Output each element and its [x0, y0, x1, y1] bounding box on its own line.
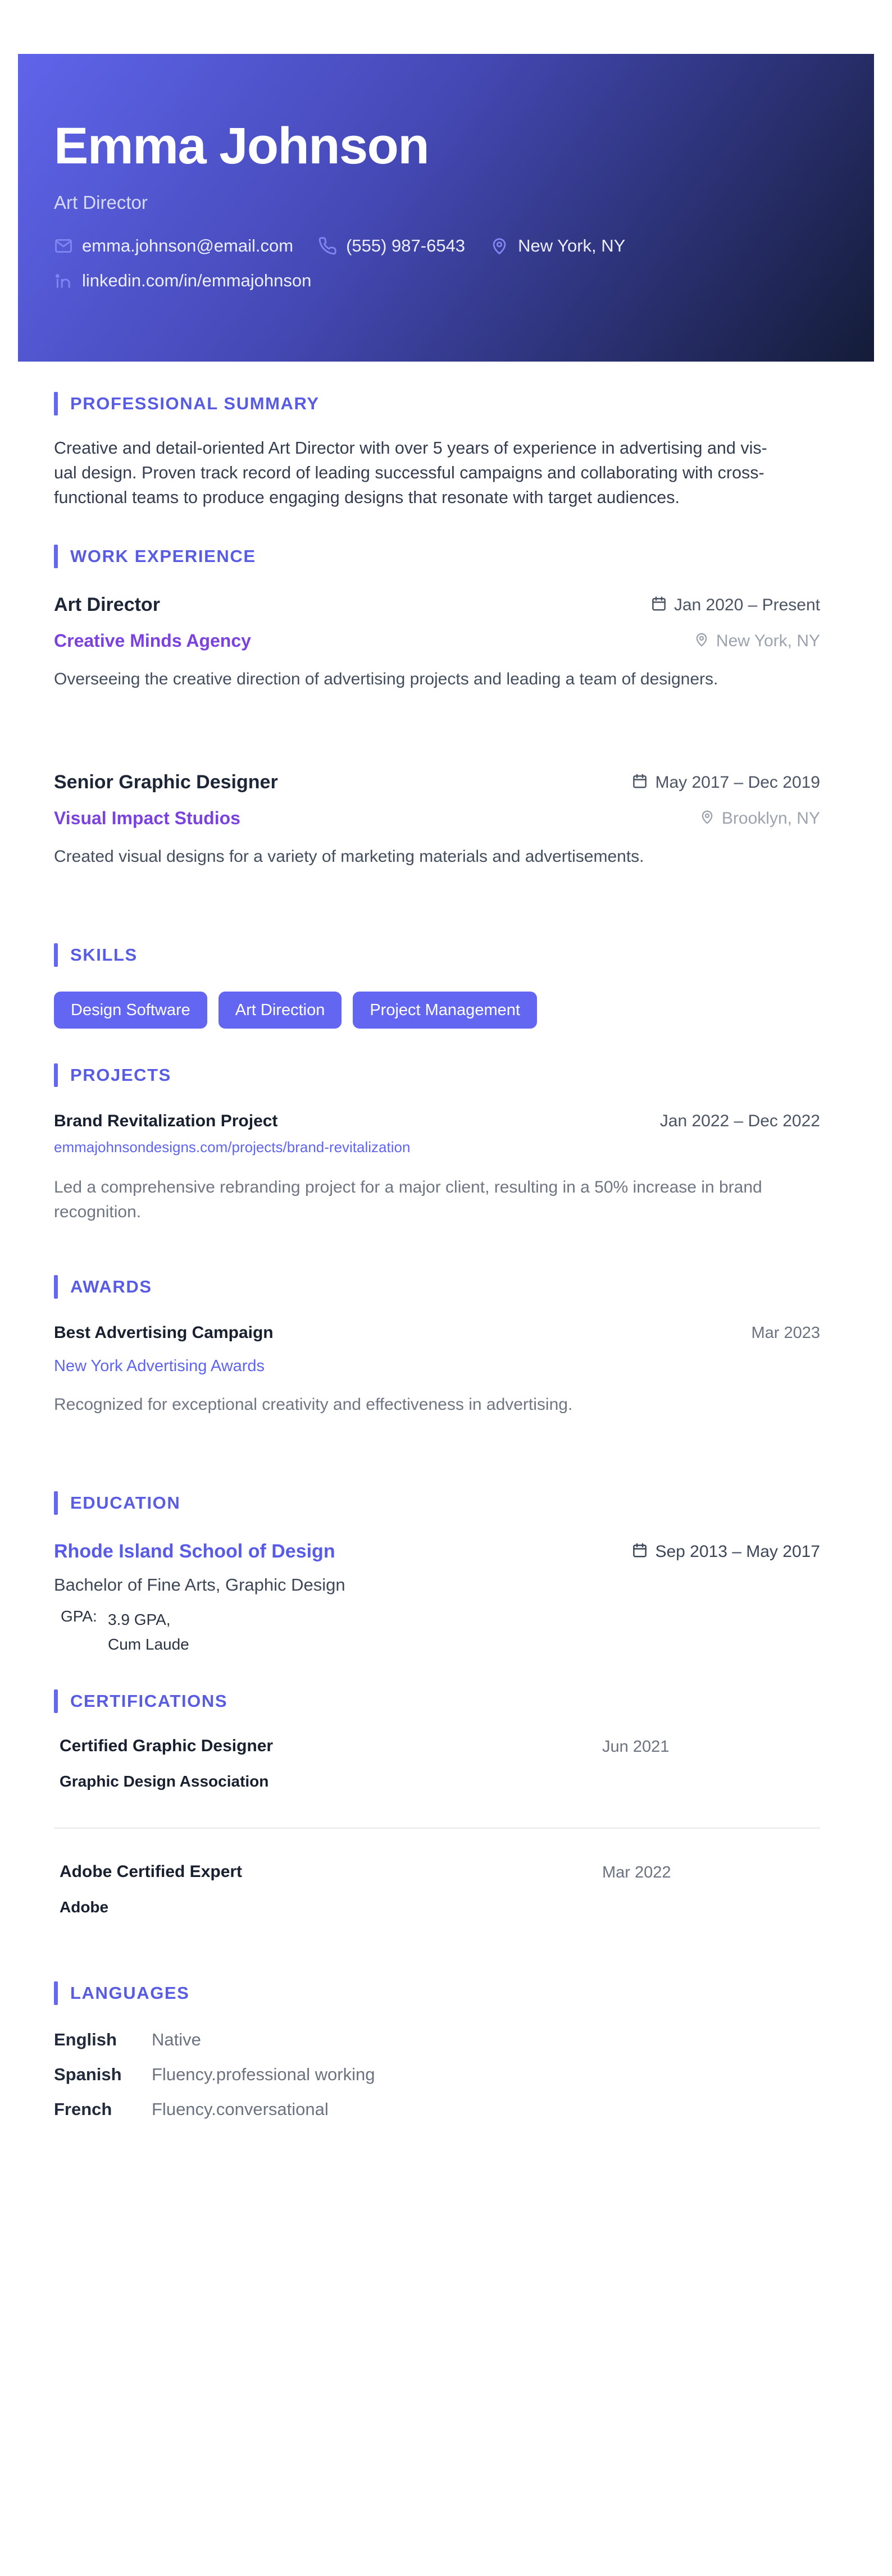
section-header-projects — [54, 1063, 820, 1087]
map-pin-icon — [699, 809, 715, 828]
candidate-title: Art Director — [54, 192, 148, 213]
phone-icon — [318, 236, 337, 255]
award-date: Mar 2023 — [751, 1323, 820, 1342]
section-title-text: PROFESSIONAL SUMMARY — [70, 394, 320, 413]
section-title-text: AWARDS — [70, 1277, 152, 1296]
job-description: Created visual designs for a variety of marketing materials and advertisements. — [54, 847, 644, 866]
location-text: New York, NY — [518, 236, 626, 255]
degree-text: Bachelor of Fine Arts, Graphic Design — [54, 1575, 345, 1595]
section-accent-bar — [54, 1689, 58, 1713]
map-pin-icon — [490, 236, 509, 255]
project-name: Brand Revitalization Project — [54, 1112, 278, 1130]
language-fluency: Native — [152, 2030, 201, 2049]
school-link[interactable]: Rhode Island School of Design — [54, 1541, 335, 1562]
certification-name: Certified Graphic Designer — [60, 1737, 274, 1755]
skill-chip: Project Management — [353, 992, 537, 1029]
languages-list — [54, 2030, 820, 2120]
gpa-label: GPA: — [61, 1607, 97, 1625]
summary-text — [54, 436, 820, 510]
linkedin-text: linkedin.com/in/emmajohnson — [82, 271, 312, 290]
gpa-value: 3.9 GPA, — [108, 1611, 171, 1628]
company-link[interactable]: Visual Impact Studios — [54, 808, 240, 828]
skill-chip: Art Direction — [219, 992, 342, 1029]
language-row — [54, 2030, 820, 2050]
calendar-icon — [631, 1542, 648, 1561]
section-header-languages — [54, 1981, 820, 2005]
language-row — [54, 2065, 820, 2085]
job-dates: Jan 2020 – Present — [673, 595, 820, 614]
job-location: Brooklyn, NY — [721, 809, 820, 828]
resume-page — [0, 54, 892, 2576]
section-accent-bar — [54, 1063, 58, 1087]
calendar-icon — [650, 595, 667, 615]
job-dates: May 2017 – Dec 2019 — [655, 773, 820, 792]
project-description-line: recognition. — [54, 1203, 142, 1221]
section-title-text: PROJECTS — [70, 1065, 171, 1085]
work-entry — [54, 771, 820, 869]
education-entry — [54, 1541, 820, 1657]
language-row — [54, 2099, 820, 2120]
certification-date: Jun 2021 — [602, 1738, 670, 1756]
candidate-name: Emma Johnson — [54, 117, 429, 175]
section-accent-bar — [54, 943, 58, 967]
section-accent-bar — [54, 1275, 58, 1299]
job-title: Senior Graphic Designer — [54, 771, 278, 793]
company-link[interactable]: Creative Minds Agency — [54, 631, 251, 651]
project-dates: Jan 2022 – Dec 2022 — [659, 1112, 820, 1130]
email-text: emma.johnson@email.com — [82, 236, 294, 255]
summary-line: functional teams to produce engaging designs that resonate with target audiences. — [54, 488, 680, 507]
resume-body — [54, 392, 820, 2120]
section-header-awards — [54, 1275, 820, 1299]
award-name: Best Advertising Campaign — [54, 1323, 274, 1342]
section-header-certifications — [54, 1689, 820, 1713]
skill-chip: Design Software — [54, 992, 207, 1029]
certification-date: Mar 2022 — [602, 1864, 671, 1881]
job-description: Overseeing the creative direction of advertising projects and leading a team of designers. — [54, 670, 718, 688]
certification-issuer: Adobe — [60, 1898, 109, 1916]
header-banner — [18, 54, 874, 362]
section-header-experience — [54, 545, 820, 568]
phone-text: (555) 987-6543 — [346, 236, 466, 255]
language-fluency: Fluency.professional working — [152, 2065, 375, 2084]
language-name: English — [54, 2030, 117, 2049]
linkedin-icon — [54, 271, 73, 290]
education-dates: Sep 2013 – May 2017 — [655, 1542, 820, 1561]
section-accent-bar — [54, 545, 58, 568]
project-link[interactable]: emmajohnsondesigns.com/projects/brand-revitalization — [54, 1139, 411, 1155]
award-description: Recognized for exceptional creativity and effectiveness in advertising. — [54, 1395, 573, 1414]
section-title-text: WORK EXPERIENCE — [70, 546, 256, 566]
language-name: French — [54, 2099, 112, 2119]
certification-entry — [54, 1862, 820, 1916]
section-accent-bar — [54, 392, 58, 415]
calendar-icon — [631, 773, 648, 792]
section-title-text: LANGUAGES — [70, 1983, 190, 2003]
certification-issuer: Graphic Design Association — [60, 1773, 269, 1790]
section-accent-bar — [54, 1491, 58, 1515]
linkedin-link[interactable] — [54, 271, 311, 291]
section-title-text: CERTIFICATIONS — [70, 1691, 228, 1711]
award-issuer-link[interactable]: New York Advertising Awards — [54, 1357, 265, 1375]
project-description-line: Led a comprehensive rebranding project for a major client, resulting in a 50% increase in brand — [54, 1178, 762, 1196]
certification-name: Adobe Certified Expert — [60, 1862, 243, 1881]
summary-line: ual design. Proven track record of leading successful campaigns and collaborating with cross- — [54, 463, 764, 482]
section-header-skills — [54, 943, 820, 967]
job-title: Art Director — [54, 594, 160, 615]
section-title-text: SKILLS — [70, 945, 138, 965]
section-title-text: EDUCATION — [70, 1493, 181, 1513]
language-fluency: Fluency.conversational — [152, 2099, 329, 2119]
section-accent-bar — [54, 1981, 58, 2005]
gpa-note: Cum Laude — [108, 1636, 189, 1653]
email-icon — [54, 236, 73, 255]
section-header-education — [54, 1491, 820, 1515]
certification-entry — [54, 1737, 820, 1791]
map-pin-icon — [694, 632, 709, 650]
gpa-block — [54, 1607, 820, 1657]
language-name: Spanish — [54, 2065, 122, 2084]
project-entry — [54, 1112, 820, 1225]
skills-list — [54, 992, 820, 1029]
section-header-summary — [54, 392, 820, 415]
email-link[interactable] — [54, 236, 293, 256]
phone-link[interactable] — [318, 236, 465, 256]
contact-row-secondary — [54, 271, 838, 291]
project-description — [54, 1175, 820, 1225]
work-entry — [54, 594, 820, 692]
divider — [54, 1828, 820, 1829]
location-item — [490, 236, 625, 256]
summary-line: Creative and detail-oriented Art Director with over 5 years of experience in advertising and vis- — [54, 439, 767, 458]
job-location: New York, NY — [716, 631, 820, 650]
award-entry — [54, 1323, 820, 1417]
contact-row-primary — [54, 236, 838, 256]
